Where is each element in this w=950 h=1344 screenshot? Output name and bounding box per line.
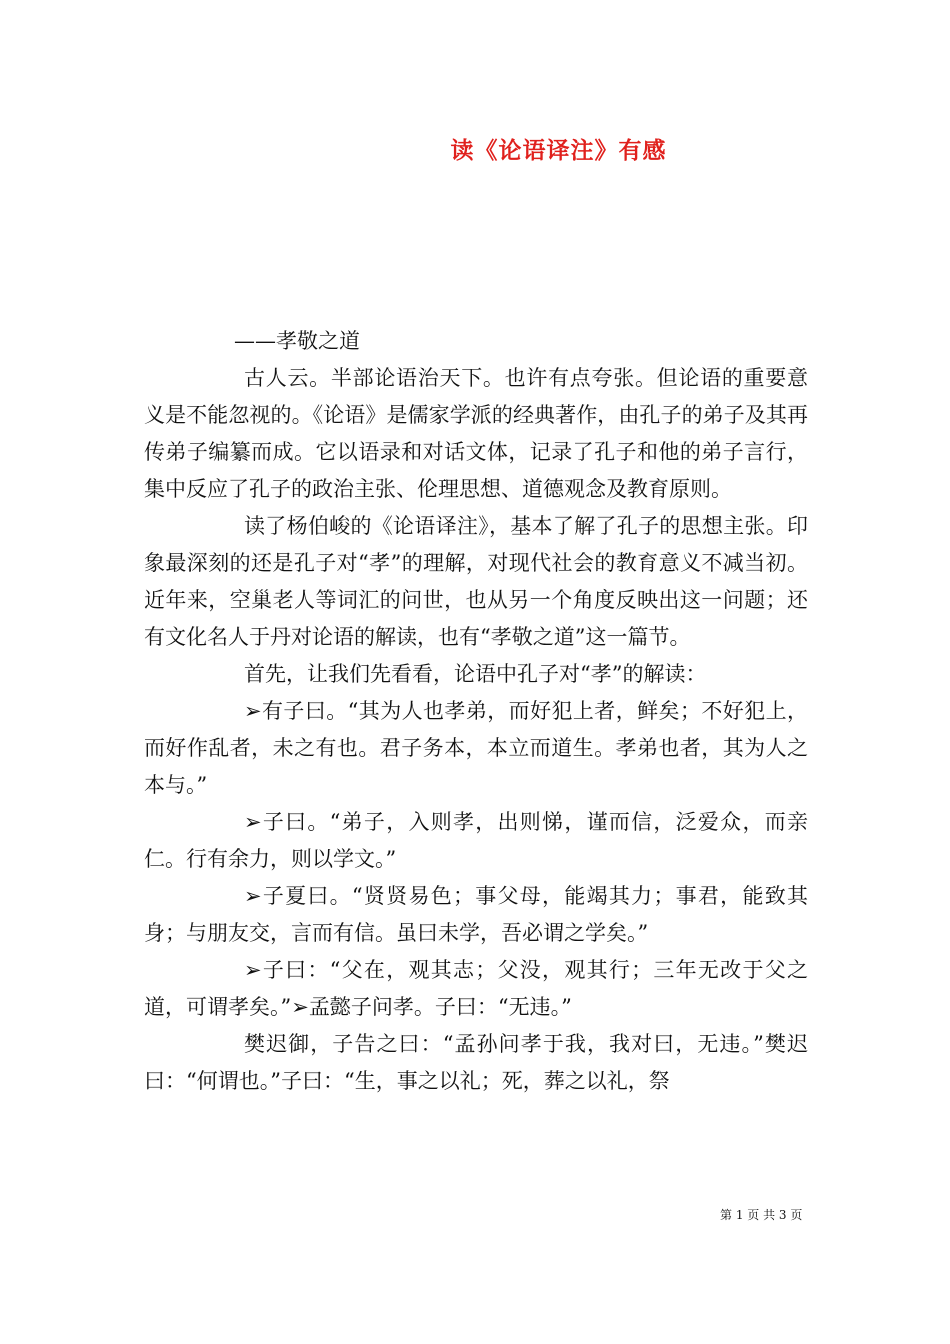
document-body xyxy=(144,323,808,1100)
document-subtitle: ——孝敬之道 xyxy=(234,329,360,353)
document-title: 读《论语译注》有感 xyxy=(450,137,667,164)
paragraph-intro: 古人云。半部论语治天下。也许有点夸张。但论语的重要意义是不能忽视的。《论语》是儒家学派的经典著作，由孔子的弟子及其再传弟子编纂而成。它以语录和对话文体，记录了孔子和他的弟子言行，集中反应了孔子的政治主张、伦理思想、道德观念及教育原则。 xyxy=(144,366,808,501)
quote-youzi: ➢有子曰。“其为人也孝弟，而好犯上者，鲜矣；不好犯上，而好作乱者，未之有也。君子务本，本立而道生。孝弟也者，其为人之本与。” xyxy=(144,699,808,797)
quote-zixia: ➢子夏曰。“贤贤易色；事父母，能竭其力；事君，能致其身；与朋友交，言而有信。虽曰未学，吾必谓之学矣。” xyxy=(144,884,808,945)
quote-fuzai: ➢子曰：“父在，观其志；父没，观其行；三年无改于父之道，可谓孝矣。”➢孟懿子问孝。子曰：“无违。” xyxy=(144,958,808,1019)
paragraph-fanchi: 樊迟御，子告之曰：“孟孙问孝于我，我对曰，无违。”樊迟曰：“何谓也。”子曰：“生，事之以礼；死，葬之以礼，祭 xyxy=(144,1032,808,1093)
page-number-footer: 第 1 页 共 3 页 xyxy=(720,1208,803,1222)
paragraph-first: 首先，让我们先看看，论语中孔子对“孝”的解读： xyxy=(244,662,707,686)
paragraph-reading: 读了杨伯峻的《论语译注》，基本了解了孔子的思想主张。印象最深刻的还是孔子对“孝”的理解，对现代社会的教育意义不减当初。近年来，空巢老人等词汇的问世，也从另一个角度反映出这一问题；还有文化名人于丹对论语的解读，也有“孝敬之道”这一篇节。 xyxy=(144,514,808,649)
quote-dizi: ➢子曰。“弟子，入则孝，出则悌，谨而信，泛爱众，而亲仁。行有余力，则以学文。” xyxy=(144,810,808,871)
